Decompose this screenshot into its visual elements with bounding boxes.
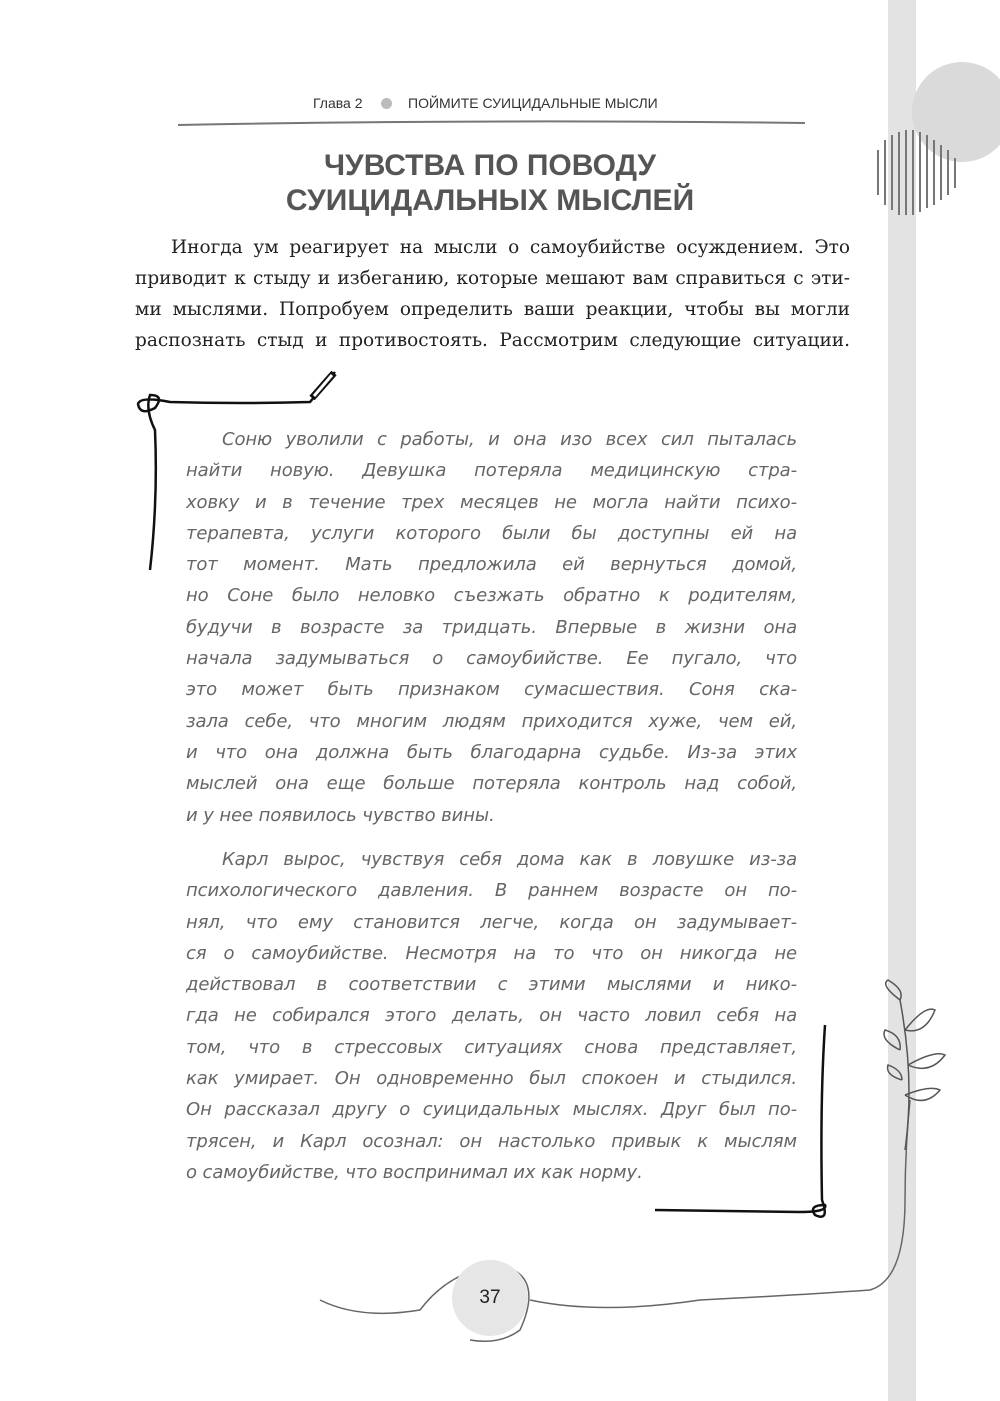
page-number-badge (452, 1260, 528, 1336)
text-line: психологического давления. В раннем возрасте он по- (186, 880, 797, 902)
intro-paragraph (135, 232, 850, 356)
section-title (180, 148, 800, 218)
chapter-label: Глава 2 (313, 95, 363, 111)
leaf-branch-decoration (884, 980, 945, 1150)
text-line: терапевта, услуги которого были бы доступны ей на (186, 522, 797, 544)
text-line: найти новую. Девушка потеряла медицинскую стра- (186, 460, 797, 482)
text-line: но Соне было неловко съезжать обратно к родителям, (186, 585, 797, 607)
text-line: будучи в возрасте за тридцать. Впервые в жизни она (186, 616, 797, 638)
text-line: о самоубийстве, что воспринимал их как норму. (186, 1161, 643, 1183)
text-line: и что она должна быть благодарна судьбе. Из-за этих (186, 741, 797, 763)
text-line: гда не собирался этого делать, он часто ловил себя на (186, 1005, 797, 1027)
text-line: Соню уволили с работы, и она изо всех сил пыталась (222, 429, 797, 450)
title-line: ЧУВСТВА ПО ПОВОДУ (323, 149, 657, 182)
text-line: ся о самоубийстве. Несмотря на то что он никогда не (186, 942, 797, 964)
bullet-dot-icon (381, 98, 392, 109)
stripes-decoration (878, 130, 955, 215)
text-line: Иногда ум реагирует на мысли о самоубийстве осуждением. Это (171, 237, 850, 258)
text-line: ховку и в течение трех месяцев не могла найти психо- (186, 491, 797, 513)
pencil-icon (312, 373, 334, 398)
text-line: нял, что ему становится легче, когда он задумывает- (186, 911, 797, 933)
text-line: том, что в стрессовых ситуациях снова представляет, (186, 1036, 797, 1058)
text-line: Карл вырос, чувствуя себя дома как в ловушке из-за (222, 849, 797, 870)
page-number: 37 (479, 1287, 501, 1308)
text-line: Он рассказал другу о суицидальных мыслях. Друг был по- (186, 1099, 797, 1121)
text-line: это может быть признаком сумасшествия. Соня ска- (186, 679, 797, 701)
text-line: и у нее появилось чувство вины. (186, 804, 495, 826)
text-line: зала себе, что многим людям приходится хуже, чем ей, (186, 710, 797, 732)
text-line: тот момент. Мать предложила ей вернуться домой, (186, 554, 797, 576)
chapter-title: ПОЙМИТЕ СУИЦИДАЛЬНЫЕ МЫСЛИ (408, 95, 658, 111)
text-line: приводит к стыду и избеганию, которые мешают вам справиться с эти- (135, 268, 850, 289)
text-line: как умирает. Он одновременно был спокоен и стыдился. (186, 1068, 797, 1090)
text-line: начала задумываться о самоубийстве. Ее пугало, что (186, 648, 797, 670)
text-line: трясен, и Карл осознал: он настолько привык к мыслям (186, 1130, 797, 1152)
header-rule (178, 121, 805, 125)
text-line: действовал в соответствии с этими мыслями и нико- (186, 974, 797, 996)
text-line: мыслей она еще больше потеряла контроль над собой, (186, 773, 797, 795)
text-line: ми мыслями. Попробуем определить ваши реакции, чтобы вы могли (135, 299, 850, 320)
title-line: СУИЦИДАЛЬНЫХ МЫСЛЕЙ (285, 184, 695, 217)
story-sonya (186, 424, 797, 831)
story-karl (186, 844, 797, 1188)
text-line: распознать стыд и противостоять. Рассмотрим следующие ситуации. (135, 330, 850, 351)
